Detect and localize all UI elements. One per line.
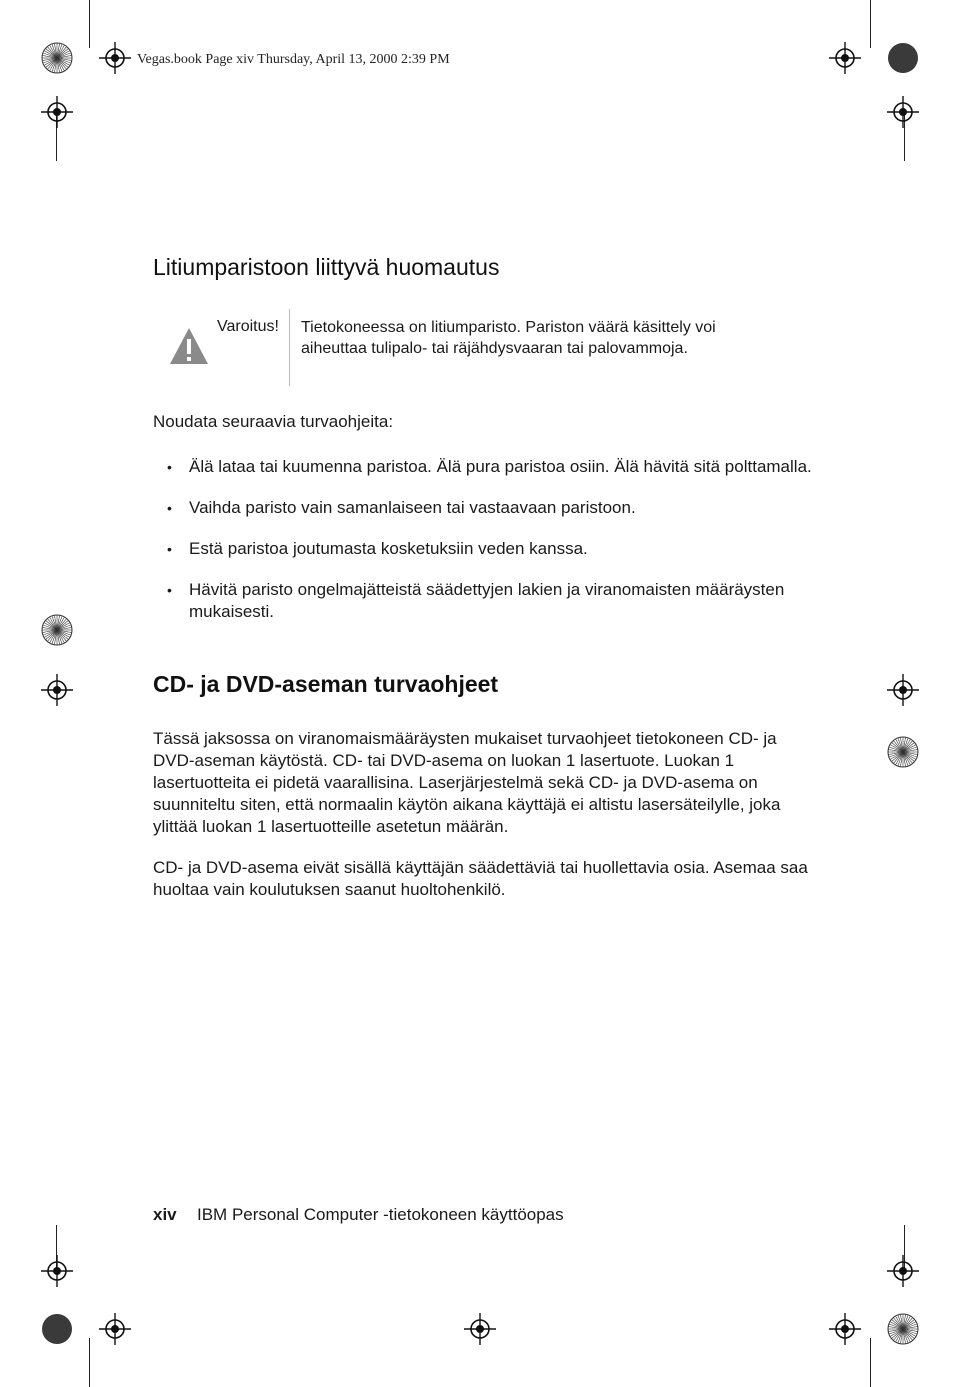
list-item-text: Estä paristoa joutumasta kosketuksiin veden kanssa. [189,539,588,558]
registration-mark-icon [886,95,920,129]
solid-dot-mark-icon [40,1312,74,1346]
crop-line [870,1338,871,1387]
warning-triangle-icon [168,326,210,366]
list-item [165,538,825,560]
starburst-mark-icon [886,1312,920,1346]
registration-mark-icon [98,1312,132,1346]
crop-line [89,1338,90,1387]
safety-instructions-intro: Noudata seuraavia turvaohjeita: [153,412,394,431]
page-number: xiv [153,1205,177,1224]
registration-mark-icon [40,1254,74,1288]
body-paragraph: CD- ja DVD-asema eivät sisällä käyttäjän säädettäviä tai huollettavia osia. Asemaa saa huoltaa vain koulutuksen saanut huoltohenkilö. [153,858,808,899]
section-title-cd-dvd-safety: CD- ja DVD-aseman turvaohjeet [153,671,499,697]
bullet-icon: • [167,500,172,516]
warning-text: Tietokoneessa on litiumparisto. Pariston väärä käsittely voi aiheuttaa tulipalo- tai räjähdysvaaran tai palovammoja. [301,319,716,357]
safety-bullet-list [165,456,825,642]
crop-line [89,0,90,48]
section-title-lithium-battery: Litiumparistoon liittyvä huomautus [153,254,500,280]
bullet-icon: • [167,459,172,475]
bullet-icon: • [167,541,172,557]
registration-mark-icon [828,1312,862,1346]
crop-line [870,0,871,48]
solid-dot-mark-icon [886,41,920,75]
body-paragraph: Tässä jaksossa on viranomaismääräysten mukaiset turvaohjeet tietokoneen CD- ja DVD-aseman käytöstä. CD- tai DVD-asema on luokan 1 lasertuote. Luokan 1 lasertuotteita ei pidetä vaarallisina. Laserjärjestelmä sekä CD- ja DVD-asema on suunniteltu siten, että normaalin käytön aikana käyttäjä ei altistu lasersäteilylle, joka ylittää luokan 1 lasertuotteille asetetun määrän. [153,729,781,836]
starburst-mark-icon [886,735,920,769]
footer-book-title: IBM Personal Computer -tietokoneen käyttöopas [197,1205,564,1224]
bullet-icon: • [167,582,172,598]
registration-mark-icon [886,673,920,707]
list-item [165,456,825,478]
registration-mark-icon [463,1312,497,1346]
list-item-text: Vaihda paristo vain samanlaiseen tai vastaavaan paristoon. [189,498,636,517]
registration-mark-icon [828,41,862,75]
list-item [165,579,825,623]
starburst-mark-icon [40,41,74,75]
warning-label: Varoitus! [217,318,279,335]
list-item-text: Hävitä paristo ongelmajätteistä säädettyjen lakien ja viranomaisten määräysten mukaisesti. [189,580,785,621]
book-page-header: Vegas.book Page xiv Thursday, April 13, 2000 2:39 PM [137,52,450,67]
registration-mark-icon [40,95,74,129]
list-item-text: Älä lataa tai kuumenna paristoa. Älä pura paristoa osiin. Älä hävitä sitä polttamalla. [189,457,812,476]
warning-divider [289,309,290,386]
starburst-mark-icon [40,613,74,647]
registration-mark-icon [40,673,74,707]
registration-mark-icon [886,1254,920,1288]
list-item [165,497,825,519]
registration-mark-icon [98,41,132,75]
